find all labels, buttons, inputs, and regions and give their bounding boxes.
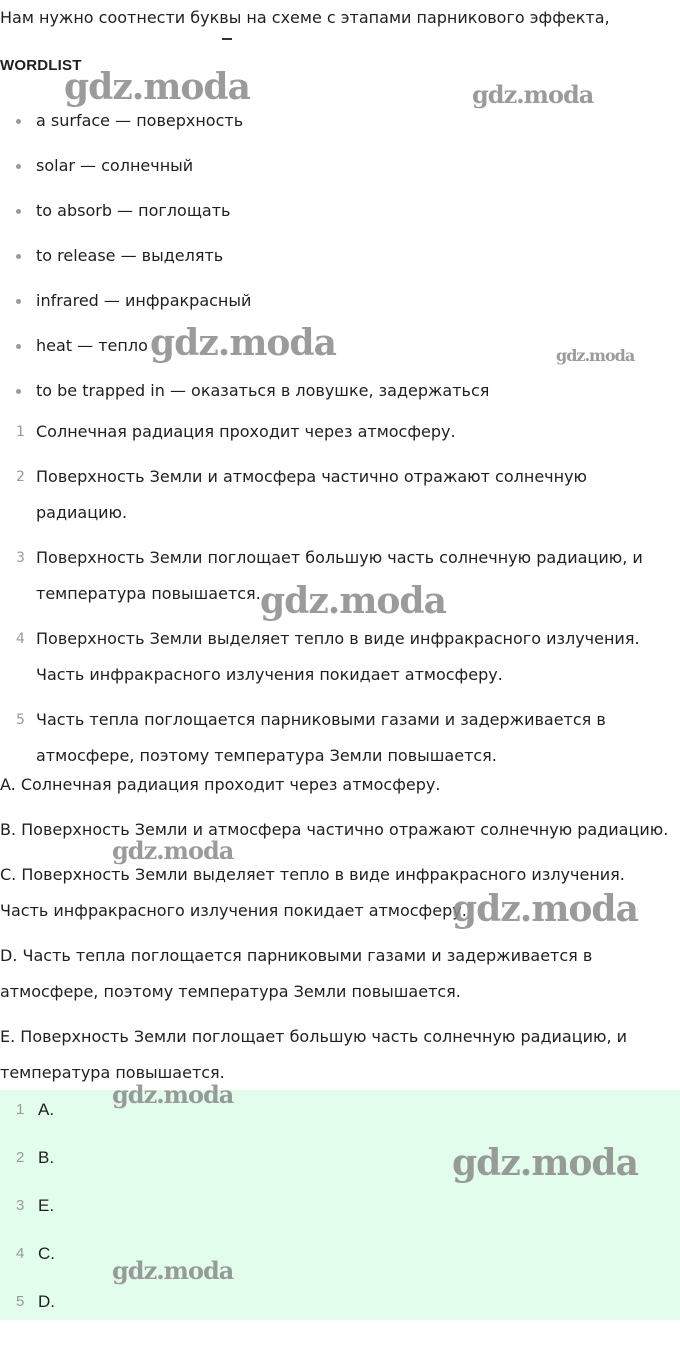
letter-item: D. Часть тепла поглощается парниковыми газами и задерживается в атмосфере, поэтому температура Земли повышается.: [0, 946, 593, 1001]
watermark: gdz.moda: [452, 888, 638, 930]
answer-number: 3: [16, 1197, 25, 1214]
diagram-letters: [0, 767, 676, 1100]
wordlist-item: to absorb — поглощать: [0, 199, 489, 244]
watermark: gdz.moda: [260, 580, 446, 622]
watermark: gdz.moda: [112, 1256, 234, 1285]
watermark: gdz.moda: [64, 66, 250, 108]
wordlist-item: to be trapped in — оказаться в ловушке, задержаться: [0, 379, 489, 424]
wordlist: [0, 109, 489, 424]
letter-item: C. Поверхность Земли выделяет тепло в виде инфракрасного излучения. Часть инфракрасного излучения покидает атмосферу.: [0, 865, 625, 920]
letter-item: E. Поверхность Земли поглощает большую часть солнечную радиацию, и температура повышается.: [0, 1027, 628, 1082]
stage-text: Поверхность Земли и атмосфера частично отражают солнечную радиацию.: [36, 467, 588, 522]
stage-number: 4: [16, 631, 25, 647]
answer-letter: B.: [38, 1148, 55, 1167]
answers-list: [0, 1094, 55, 1334]
letter-item: A. Солнечная радиация проходит через атмосферу.: [0, 775, 441, 794]
answer-number: 2: [16, 1149, 25, 1166]
wordlist-item: heat — тепло: [0, 334, 489, 379]
answer-item: [0, 1142, 55, 1190]
watermark: gdz.moda: [112, 1080, 234, 1109]
stage-number: 2: [16, 469, 25, 485]
answer-letter: A.: [38, 1100, 55, 1119]
stage-number: 3: [16, 550, 25, 566]
answer-letter: D.: [38, 1292, 55, 1311]
stage-item: [0, 702, 650, 774]
watermark: gdz.moda: [112, 836, 234, 865]
answer-box: [0, 1090, 680, 1320]
answer-letter: C.: [38, 1244, 55, 1263]
stage-item: [0, 414, 650, 450]
wordlist-item: a surface — поверхность: [0, 109, 489, 154]
watermark: gdz.moda: [452, 1142, 638, 1184]
wordlist-heading: WORDLIST: [0, 57, 82, 74]
watermark: gdz.moda: [472, 80, 594, 109]
stage-text: Часть тепла поглощается парниковыми газами и задерживается в атмосфере, поэтому температура Земли повышается.: [36, 710, 606, 765]
intro-text: Нам нужно соотнести буквы на схеме с этапами парникового эффекта,: [0, 8, 610, 27]
answer-item: [0, 1238, 55, 1286]
stage-item: [0, 459, 650, 531]
answer-number: 1: [16, 1101, 25, 1118]
answer-number: 4: [16, 1245, 25, 1262]
watermark: gdz.moda: [556, 346, 635, 365]
answer-number: 5: [16, 1293, 25, 1310]
answer-item: [0, 1190, 55, 1238]
answer-item: [0, 1286, 55, 1334]
watermark: gdz.moda: [150, 322, 336, 364]
stage-item: [0, 621, 650, 693]
letter-item: B. Поверхность Земли и атмосфера частично отражают солнечную радиацию.: [0, 820, 669, 839]
wordlist-item: solar — солнечный: [0, 154, 489, 199]
wordlist-item: infrared — инфракрасный: [0, 289, 489, 334]
stage-text: Поверхность Земли поглощает большую часть солнечную радиацию, и температура повышается.: [36, 548, 643, 603]
stage-number: 1: [16, 424, 25, 440]
answer-letter: E.: [38, 1196, 55, 1215]
stage-number: 5: [16, 712, 25, 728]
wordlist-item: to release — выделять: [0, 244, 489, 289]
intro-divider: [222, 38, 232, 40]
answer-item: [0, 1094, 55, 1142]
stage-text: Поверхность Земли выделяет тепло в виде инфракрасного излучения. Часть инфракрасного излучения покидает атмосферу.: [36, 629, 640, 684]
stage-text: Солнечная радиация проходит через атмосферу.: [36, 422, 456, 441]
